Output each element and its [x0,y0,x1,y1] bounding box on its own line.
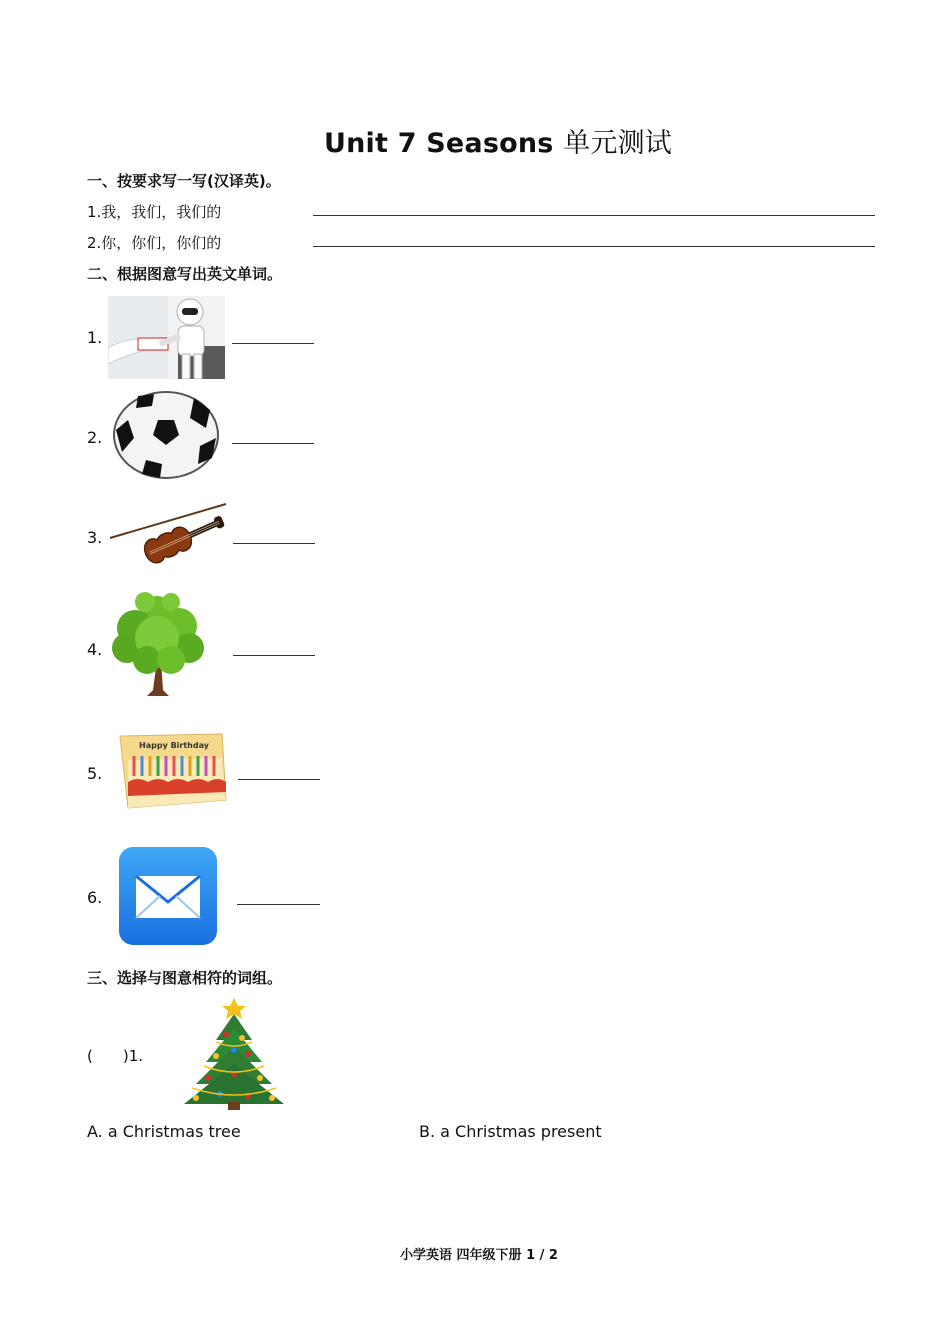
soccer-ball-image [112,390,220,480]
item-number-1: 1. [87,328,103,347]
section3-heading: 三、选择与图意相符的词组。 [87,969,283,987]
item-number-3: 3. [87,528,103,547]
footer-text: 小学英语 四年级下册 [400,1248,522,1263]
answer-blank-4[interactable] [233,655,315,656]
answer-blank-3[interactable] [233,543,315,544]
option-b[interactable]: B. a Christmas present [419,1122,602,1141]
section1-item-2: 2.你，你们，你们的 [87,234,222,252]
page-number: 1 / 2 [526,1248,558,1263]
item-number-4: 4. [87,640,103,659]
answer-blank-6[interactable] [237,904,320,905]
title-main: Unit 7 Seasons [323,128,554,159]
question-1-bracket[interactable]: ( )1. [87,1047,144,1065]
answer-blank-2[interactable] [232,443,314,444]
option-a[interactable]: A. a Christmas tree [87,1122,241,1141]
title-cn: 单元测试 [563,128,672,159]
mail-envelope-image [118,846,218,946]
answer-blank-5[interactable] [238,779,320,780]
christmas-tree-image [176,992,292,1112]
violin-image [108,500,228,576]
section1-heading: 一、按要求写一写(汉译英)。 [87,172,281,190]
item-number-5: 5. [87,764,103,783]
robot-handshake-image [108,296,225,379]
item-number-2: 2. [87,428,103,447]
section1-item-1: 1.我，我们，我们的 [87,203,222,221]
page-footer [0,1244,950,1263]
answer-blank-1[interactable] [232,343,314,344]
birthday-card-image [118,732,228,812]
answer-line-2[interactable] [313,246,875,247]
answer-line-1[interactable] [313,215,875,216]
section2-heading: 二、根据图意写出英文单词。 [87,265,283,283]
page-title [0,121,950,160]
item-number-6: 6. [87,888,103,907]
card-text: Happy Birthday [139,741,209,750]
tree-image [107,590,209,700]
